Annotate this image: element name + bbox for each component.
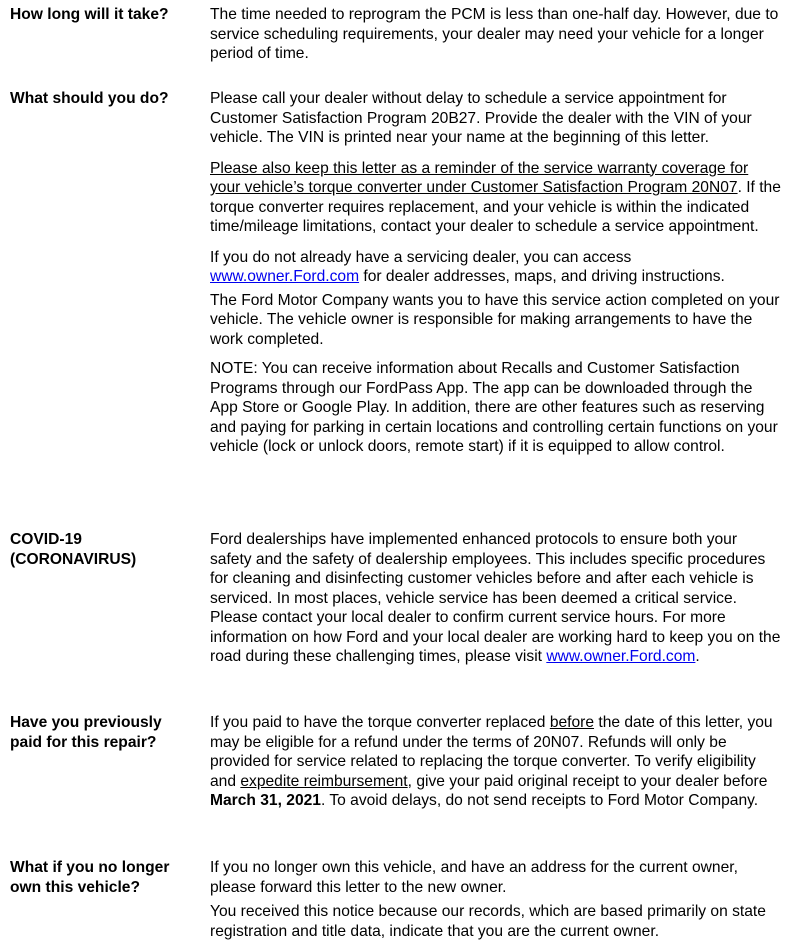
question-heading: How long will it take? [10,6,169,23]
answer-body [210,89,782,457]
answer-body [210,530,782,667]
warranty-reminder-rest: . If the torque converter requires replacement, and your vehicle is within the indicated time/mileage limitations, contact your dealer to schedule a service appointment. [210,179,781,235]
answer-body [210,858,782,941]
owner-ford-link[interactable]: www.owner.Ford.com [546,648,696,665]
underlined-before: before [549,714,595,731]
answer-paragraph-dealer-access [210,248,782,287]
text-run: If you do not already have a servicing dealer, you can access [210,248,632,266]
warranty-reminder-underlined: Please also keep this letter as a reminder of the service warranty coverage for your vehicle’s torque converter under Customer Satisfaction Program 20N07 [210,159,749,196]
text-run: If you paid to have the torque converter replaced [210,714,550,731]
answer-paragraph [210,530,782,667]
answer-paragraph: You received this notice because our records, which are based primarily on state registration and title data, indicate that you are the current owner. [210,903,766,940]
answer-paragraph: If you no longer own this vehicle, and have an address for the current owner, please forward this letter to the new owner. [210,859,738,896]
text-run: . To avoid delays, do not send receipts to Ford Motor Company. [320,792,759,809]
answer-paragraph [210,713,782,811]
answer-paragraph: Please call your dealer without delay to schedule a service appointment for Customer Satisfaction Program 20B27. Provide the dealer with the VIN of your vehicle. The VIN is printed near your name at the beginning of this letter. [210,90,752,146]
text-run: Ford dealerships have implemented enhanced protocols to ensure both your safety and the safety of dealership employees. This includes specific procedures for cleaning and disinfecting customer vehicles before and after each vehicle is serviced. In most places, vehicle service has been deemed a critical service. Please contact your local dealer to confirm current service hours. For more information on how Ford and your local dealer are working hard to keep you on the road during these challenging times, please visit [210,531,781,665]
answer-paragraph: The Ford Motor Company wants you to have this service action completed on your vehicle. The vehicle owner is responsible for making arrangements to have the work completed. [210,291,780,348]
question-heading: What should you do? [10,90,169,107]
question-line: COVID-19 [10,531,82,548]
answer-paragraph: The time needed to reprogram the PCM is less than one-half day. However, due to service scheduling requirements, your dealer may need your vehicle for a longer period of time. [210,6,779,62]
owner-ford-link[interactable]: www.owner.Ford.com [210,268,360,285]
note-paragraph: NOTE: You can receive information about Recalls and Customer Satisfaction Programs through our FordPass App. The app can be downloaded through the App Store or Google Play. In addition, there are other features such as reserving and paying for parking in certain locations and controlling certain functions on your vehicle (lock or unlock doors, remote start) if it is equipped to allow control. [210,360,778,455]
underlined-expedite: expedite reimbursement [240,772,408,790]
question-line: (CORONAVIRUS) [10,550,137,568]
text-run: for dealer addresses, maps, and driving instructions. [359,268,725,285]
text-run: , give your paid original receipt to your dealer before [407,772,768,790]
question-heading: What if you no longer own this vehicle? [10,859,170,896]
answer-body [210,713,782,811]
question-heading: Have you previously paid for this repair? [10,714,162,751]
answer-body [210,5,782,64]
text-run: the date of this letter, you may be eligible for a refund under the terms of 20N07. Refunds will only be provided for service related to replacing the torque converter. To verify eligibility and [210,714,773,790]
deadline-date: March 31, 2021 [210,792,321,809]
answer-paragraph-warranty [210,159,782,237]
text-run: . [695,648,700,665]
question-heading [10,530,205,569]
